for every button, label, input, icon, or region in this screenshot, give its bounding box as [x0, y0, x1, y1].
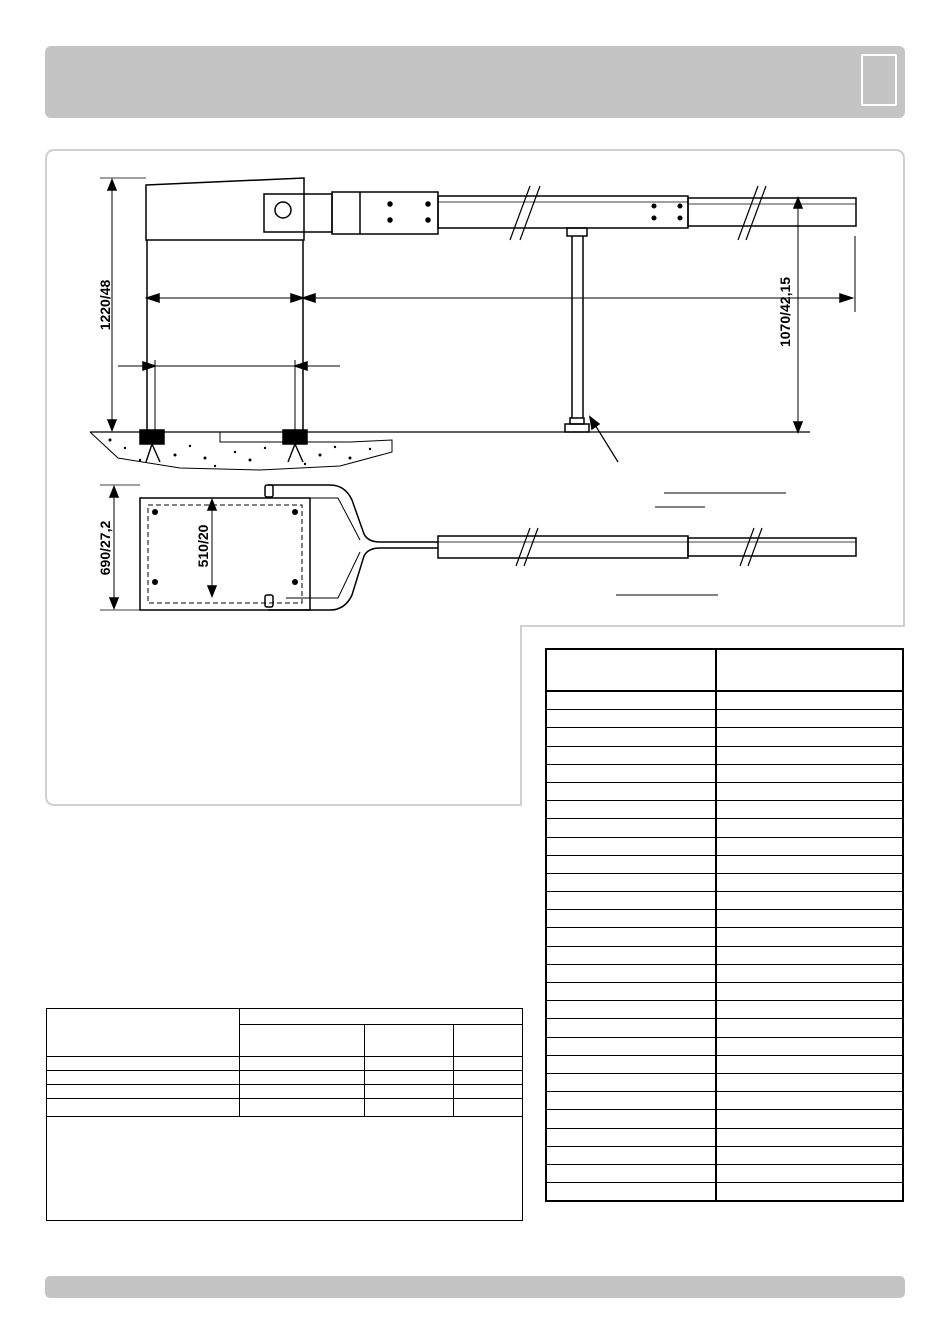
table-cell: [546, 782, 716, 800]
table-cell: [716, 1092, 903, 1110]
table-cell: [546, 855, 716, 873]
table-cell: [47, 1099, 240, 1117]
spec-header-cell: [546, 649, 716, 691]
table-row: [546, 1055, 903, 1073]
table-row: [546, 1019, 903, 1037]
spec-table-header-row: [546, 649, 903, 691]
table-cell: [546, 983, 716, 1001]
table-cell: [546, 928, 716, 946]
table-cell: [716, 1110, 903, 1128]
table-cell: [716, 746, 903, 764]
table-cell: [546, 1019, 716, 1037]
table-cell: [47, 1071, 240, 1085]
table-cell: [716, 1128, 903, 1146]
table-cell: [716, 819, 903, 837]
table-cell: [716, 983, 903, 1001]
dim-label-outer-width: 690/27,2: [97, 520, 113, 576]
table-cell: [716, 1055, 903, 1073]
table-cell: [716, 801, 903, 819]
table-row: [546, 746, 903, 764]
table-row: [546, 1001, 903, 1019]
table-cell: [546, 1037, 716, 1055]
table-cell: [716, 946, 903, 964]
table-cell: [716, 1073, 903, 1091]
table-cell: [546, 764, 716, 782]
data-table-subheader: [240, 1025, 365, 1057]
table-cell: [716, 1019, 903, 1037]
table-row: [546, 782, 903, 800]
table-row: [546, 801, 903, 819]
table-cell: [546, 801, 716, 819]
data-table-header-left: [47, 1009, 240, 1057]
table-cell: [546, 1146, 716, 1164]
table-row: [546, 964, 903, 982]
table-row: [546, 1092, 903, 1110]
table-cell: [240, 1099, 365, 1117]
table-cell: [546, 710, 716, 728]
table-cell: [546, 819, 716, 837]
spec-header-cell: [716, 649, 903, 691]
table-row: [546, 1128, 903, 1146]
table-row: [546, 764, 903, 782]
table-cell: [716, 837, 903, 855]
side-view: [90, 178, 856, 470]
dim-label-total-height: 1220/48: [97, 279, 113, 331]
table-cell: [716, 873, 903, 891]
table-cell: [716, 1183, 903, 1202]
table-cell: [546, 1055, 716, 1073]
table-cell: [454, 1099, 523, 1117]
table-row: [47, 1071, 523, 1085]
table-cell: [716, 1001, 903, 1019]
table-cell: [365, 1085, 454, 1099]
table-row: [546, 1164, 903, 1182]
table-cell: [546, 910, 716, 928]
table-cell: [47, 1085, 240, 1099]
table-row: [546, 928, 903, 946]
table-cell: [716, 964, 903, 982]
table-cell: [546, 892, 716, 910]
table-cell: [454, 1057, 523, 1071]
table-cell: [240, 1071, 365, 1085]
table-cell: [546, 1164, 716, 1182]
table-row: [546, 1037, 903, 1055]
table-cell: [716, 855, 903, 873]
table-cell: [546, 1183, 716, 1202]
cabinet-head: [146, 178, 304, 240]
table-cell: [240, 1057, 365, 1071]
table-row: [546, 873, 903, 891]
table-cell: [546, 837, 716, 855]
table-cell: [716, 1037, 903, 1055]
table-cell: [454, 1085, 523, 1099]
table-row: [546, 910, 903, 928]
table-row: [546, 819, 903, 837]
table-cell: [546, 691, 716, 710]
table-cell: [546, 1128, 716, 1146]
table-cell: [716, 892, 903, 910]
table-cell: [365, 1071, 454, 1085]
table-cell: [47, 1057, 240, 1071]
table-cell: [365, 1057, 454, 1071]
table-cell: [546, 1110, 716, 1128]
data-table: [46, 1008, 523, 1221]
table-cell: [716, 782, 903, 800]
table-row: [546, 1073, 903, 1091]
table-row: [546, 1110, 903, 1128]
table-row: [546, 855, 903, 873]
table-cell: [716, 1164, 903, 1182]
table-cell: [546, 746, 716, 764]
table-cell: [546, 964, 716, 982]
table-cell: [716, 910, 903, 928]
table-cell: [716, 1146, 903, 1164]
table-cell: [546, 873, 716, 891]
table-cell: [716, 710, 903, 728]
data-table-notes: [47, 1117, 523, 1221]
table-row: [546, 983, 903, 1001]
table-row: [546, 946, 903, 964]
table-row: [47, 1057, 523, 1071]
table-row: [47, 1085, 523, 1099]
data-table-header-group: [240, 1009, 523, 1025]
table-row: [546, 728, 903, 746]
table-cell: [716, 691, 903, 710]
table-cell: [546, 728, 716, 746]
table-row: [546, 1146, 903, 1164]
table-cell: [546, 1001, 716, 1019]
table-cell: [546, 1073, 716, 1091]
table-cell: [240, 1085, 365, 1099]
table-row: [546, 892, 903, 910]
data-table-subheader: [365, 1025, 454, 1057]
table-cell: [546, 1092, 716, 1110]
table-row: [546, 1183, 903, 1202]
table-cell: [546, 946, 716, 964]
spec-table: [545, 648, 904, 1202]
table-cell: [716, 764, 903, 782]
dim-label-inner-width: 510/20: [195, 524, 211, 568]
table-cell: [716, 928, 903, 946]
table-row: [546, 710, 903, 728]
table-row: [546, 837, 903, 855]
table-cell: [365, 1099, 454, 1117]
table-row: [47, 1099, 523, 1117]
table-cell: [716, 728, 903, 746]
top-view: [100, 485, 856, 610]
table-row: [546, 691, 903, 710]
page-footer-bar: [45, 1276, 905, 1298]
data-table-subheader: [454, 1025, 523, 1057]
table-cell: [454, 1071, 523, 1085]
dim-label-boom-height: 1070/42,15: [777, 276, 793, 348]
